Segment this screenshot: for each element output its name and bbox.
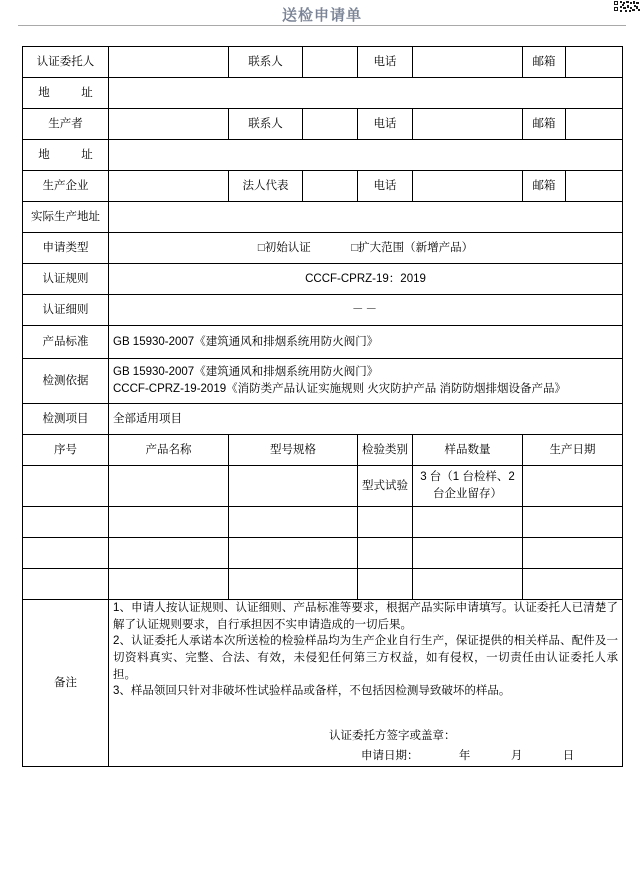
sample-header-product-name: 产品名称 xyxy=(109,435,229,466)
sample-header-sample-qty: 样品数量 xyxy=(413,435,523,466)
application-type-options xyxy=(109,233,623,264)
remarks-item-2: 2、认证委托人承诺本次所送检的检验样品均为生产企业自行生产，保证提供的相关样品、配件及一切资料真实、完整、合法、有效，未侵犯任何第三方权益，如有侵权，一切责任由认证委托人承担。 xyxy=(113,635,618,681)
checkbox-expand-scope[interactable]: □扩大范围（新增产品） xyxy=(351,241,474,254)
test-basis-value xyxy=(109,359,623,404)
phone-label: 电话 xyxy=(358,47,413,78)
document-header xyxy=(0,0,644,38)
sample-header-model: 型号规格 xyxy=(229,435,358,466)
sample-qty[interactable]: 3 台（1 台检样、2 台企业留存） xyxy=(413,466,523,507)
certification-rule-label: 认证规则 xyxy=(23,264,109,295)
sample-table-row xyxy=(23,538,623,569)
phone-value[interactable] xyxy=(413,47,523,78)
sample-qty[interactable] xyxy=(413,569,523,600)
certification-rule-value: CCCF-CPRZ-19：2019 xyxy=(109,264,623,295)
factory-email-label: 邮箱 xyxy=(523,171,566,202)
table-row-test-basis xyxy=(23,359,623,404)
sample-table-row xyxy=(23,466,623,507)
producer-address-value[interactable] xyxy=(109,140,623,171)
sample-header-test-category: 检验类别 xyxy=(358,435,413,466)
producer-value[interactable] xyxy=(109,109,229,140)
producer-contact-label: 联系人 xyxy=(229,109,303,140)
year-label[interactable]: 年 xyxy=(458,750,471,763)
producer-phone-label: 电话 xyxy=(358,109,413,140)
table-row-detail-rule xyxy=(23,295,623,326)
producer-email-value[interactable] xyxy=(566,109,623,140)
sample-product-name[interactable] xyxy=(109,569,229,600)
test-basis-label: 检测依据 xyxy=(23,359,109,404)
test-items-value: 全部适用项目 xyxy=(109,404,623,435)
application-form xyxy=(22,46,622,767)
sample-index[interactable] xyxy=(23,466,109,507)
table-row-producer-address xyxy=(23,140,623,171)
form-table xyxy=(22,46,623,767)
sample-production-date[interactable] xyxy=(523,569,623,600)
sample-model[interactable] xyxy=(229,569,358,600)
legal-rep-label: 法人代表 xyxy=(229,171,303,202)
sample-model[interactable] xyxy=(229,466,358,507)
sample-test-category[interactable] xyxy=(358,538,413,569)
detail-rule-label: 认证细则 xyxy=(23,295,109,326)
table-row-client xyxy=(23,47,623,78)
sample-qty[interactable] xyxy=(413,538,523,569)
application-date-label: 申请日期： xyxy=(361,750,419,763)
sample-production-date[interactable] xyxy=(523,507,623,538)
sample-production-date[interactable] xyxy=(523,466,623,507)
table-row-factory xyxy=(23,171,623,202)
contact-label: 联系人 xyxy=(229,47,303,78)
qr-code-icon xyxy=(614,1,640,12)
producer-contact-value[interactable] xyxy=(303,109,358,140)
producer-label: 生产者 xyxy=(23,109,109,140)
producer-address-label: 地 址 xyxy=(23,140,109,171)
table-row-certification-rule xyxy=(23,264,623,295)
sample-product-name[interactable] xyxy=(109,466,229,507)
contact-value[interactable] xyxy=(303,47,358,78)
actual-address-label: 实际生产地址 xyxy=(23,202,109,233)
sample-table-row xyxy=(23,569,623,600)
sample-header-index: 序号 xyxy=(23,435,109,466)
sample-table-header xyxy=(23,435,623,466)
client-label: 认证委托人 xyxy=(23,47,109,78)
product-standard-value: GB 15930-2007《建筑通风和排烟系统用防火阀门》 xyxy=(109,326,623,359)
remarks-item-1: 1、申请人按认证规则、认证细则、产品标准等要求，根据产品实际申请填写。认证委托人已清楚了解了认证规则要求，自行承担因不实申请造成的一切后果。 xyxy=(113,602,618,631)
sample-model[interactable] xyxy=(229,538,358,569)
sample-product-name[interactable] xyxy=(109,507,229,538)
sample-product-name[interactable] xyxy=(109,538,229,569)
table-row-application-type xyxy=(23,233,623,264)
sample-header-production-date: 生产日期 xyxy=(523,435,623,466)
producer-email-label: 邮箱 xyxy=(523,109,566,140)
remarks-label: 备注 xyxy=(23,600,109,767)
table-row-test-items xyxy=(23,404,623,435)
sample-test-category[interactable]: 型式试验 xyxy=(358,466,413,507)
table-row-actual-address xyxy=(23,202,623,233)
sample-production-date[interactable] xyxy=(523,538,623,569)
checkbox-initial-certification[interactable]: □初始认证 xyxy=(257,241,311,254)
sample-index[interactable] xyxy=(23,538,109,569)
factory-label: 生产企业 xyxy=(23,171,109,202)
remarks-body xyxy=(109,600,623,767)
factory-phone-value[interactable] xyxy=(413,171,523,202)
sample-model[interactable] xyxy=(229,507,358,538)
sample-index[interactable] xyxy=(23,507,109,538)
table-row-producer xyxy=(23,109,623,140)
product-standard-label: 产品标准 xyxy=(23,326,109,359)
page-title: 送检申请单 xyxy=(281,7,362,24)
signature-block xyxy=(113,726,618,766)
day-label[interactable]: 日 xyxy=(562,750,575,763)
sample-test-category[interactable] xyxy=(358,507,413,538)
sample-test-category[interactable] xyxy=(358,569,413,600)
signature-label[interactable]: 认证委托方签字或盖章： xyxy=(329,730,456,743)
table-row-remarks xyxy=(23,600,623,767)
header-divider xyxy=(18,25,626,26)
actual-address-value[interactable] xyxy=(109,202,623,233)
email-value[interactable] xyxy=(566,47,623,78)
remarks-item-3: 3、样品领回只针对非破坏性试验样品或备样，不包括因检测导致破坏的样品。 xyxy=(113,685,511,698)
factory-value[interactable] xyxy=(109,171,229,202)
address-label: 地 址 xyxy=(23,78,109,109)
producer-phone-value[interactable] xyxy=(413,109,523,140)
test-basis-line-2: CCCF-CPRZ-19-2019《消防类产品认证实施规则 火灾防护产品 消防防烟排烟设备产品》 xyxy=(113,383,566,395)
application-type-label: 申请类型 xyxy=(23,233,109,264)
sample-index[interactable] xyxy=(23,569,109,600)
table-row-product-standard xyxy=(23,326,623,359)
table-row-address xyxy=(23,78,623,109)
legal-rep-value[interactable] xyxy=(303,171,358,202)
test-basis-line-1: GB 15930-2007《建筑通风和排烟系统用防火阀门》 xyxy=(113,366,379,379)
test-items-label: 检测项目 xyxy=(23,404,109,435)
factory-phone-label: 电话 xyxy=(358,171,413,202)
client-value[interactable] xyxy=(109,47,229,78)
sample-table-row xyxy=(23,507,623,538)
factory-email-value[interactable] xyxy=(566,171,623,202)
month-label[interactable]: 月 xyxy=(510,750,523,763)
address-value[interactable] xyxy=(109,78,623,109)
detail-rule-value: －－ xyxy=(109,295,623,326)
sample-qty[interactable] xyxy=(413,507,523,538)
email-label: 邮箱 xyxy=(523,47,566,78)
application-date-line xyxy=(113,746,618,766)
